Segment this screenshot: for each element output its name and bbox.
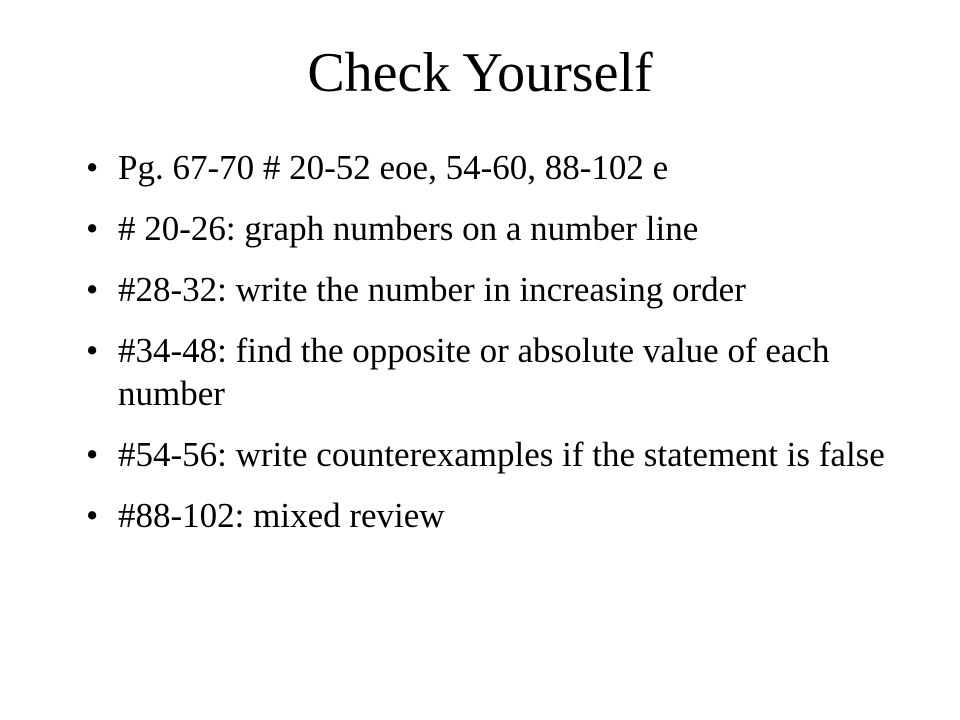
bullet-item (86, 329, 906, 415)
bullet-icon: • (86, 496, 99, 535)
bullet-icon: • (86, 435, 99, 474)
bullet-item (86, 207, 906, 250)
bullet-icon: • (86, 209, 99, 248)
bullet-text: # 20-26: graph numbers on a number line (118, 209, 699, 248)
bullet-item (86, 433, 906, 476)
bullet-item (86, 146, 906, 189)
bullet-text: Pg. 67-70 # 20-52 eoe, 54-60, 88-102 e (118, 148, 669, 187)
bullet-text: #28-32: write the number in increasing order (118, 270, 746, 309)
bullet-icon: • (86, 148, 99, 187)
bullet-icon: • (86, 270, 99, 309)
bullet-item (86, 268, 906, 311)
bullet-icon: • (86, 331, 99, 370)
bullet-list (86, 146, 906, 555)
bullet-text: #54-56: write counterexamples if the statement is false (118, 435, 885, 474)
slide-title: Check Yourself (307, 42, 653, 104)
bullet-item (86, 494, 906, 537)
bullet-text: #34-48: find the opposite or absolute value of each number (118, 331, 830, 413)
bullet-text: #88-102: mixed review (118, 496, 445, 535)
